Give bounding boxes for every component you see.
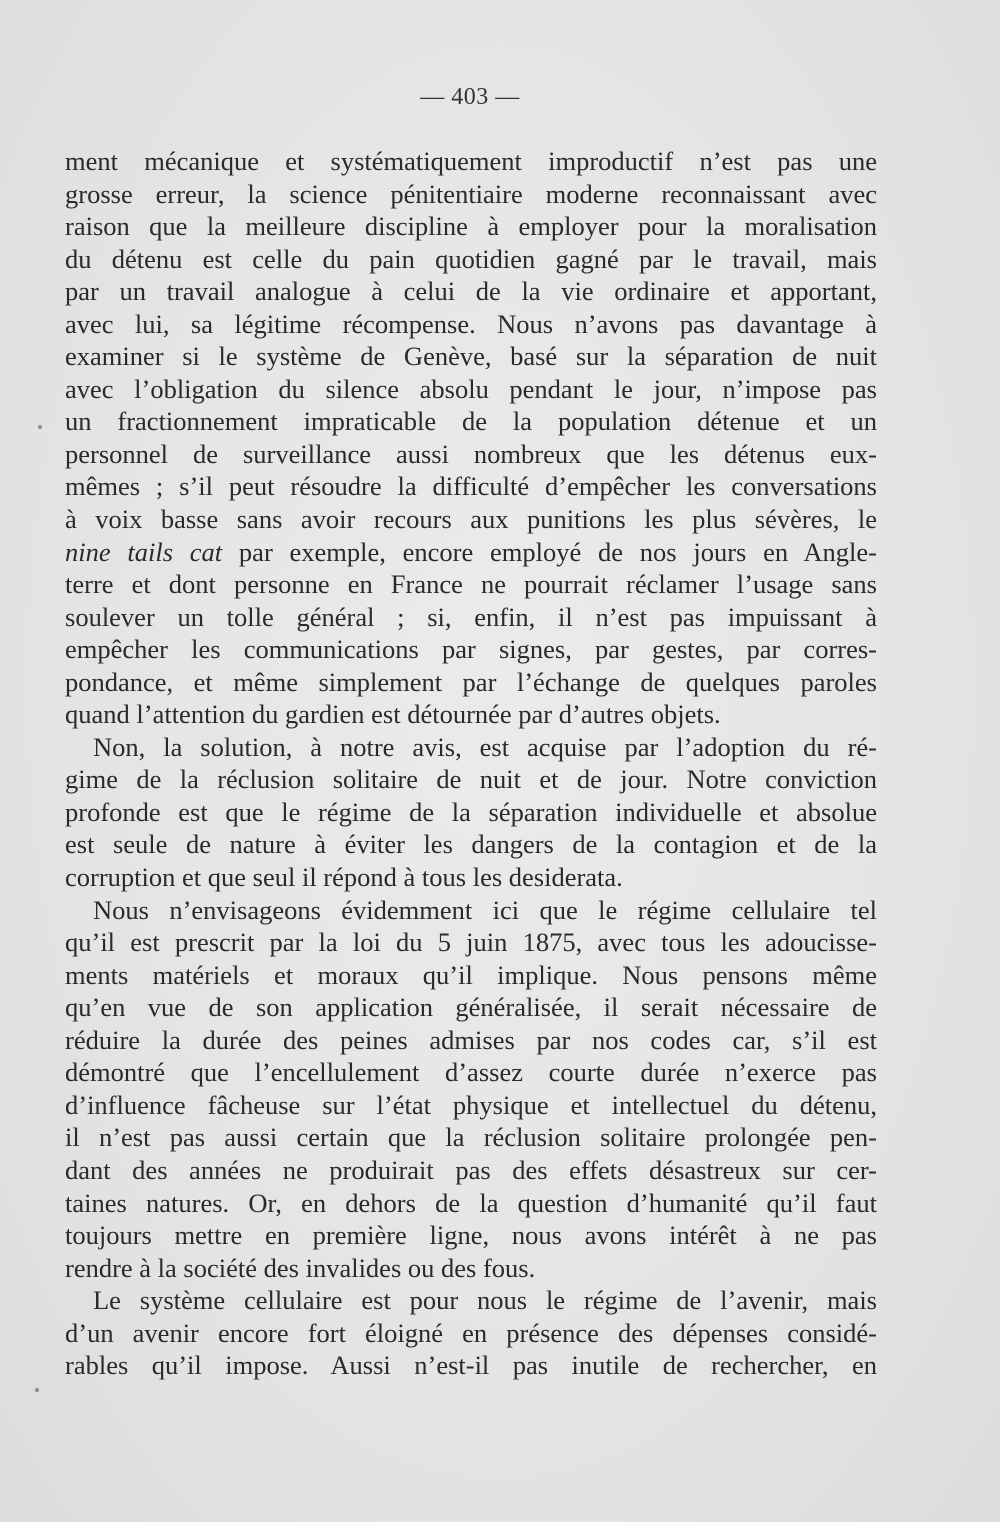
text-line (65, 1349, 877, 1382)
text-line (65, 1219, 877, 1252)
text-segment: empêcher les communications par signes, par gestes, par corres- (65, 634, 877, 665)
text-segment: un fractionnement impraticable de la population détenue et un (65, 406, 877, 437)
text-segment: profonde est que le régime de la séparation individuelle et absolue (65, 796, 877, 827)
text-line (65, 633, 877, 666)
text-segment: dant des années ne produirait pas des effets désastreux sur cer- (65, 1154, 877, 1185)
text-line (65, 340, 877, 373)
text-line (65, 698, 877, 731)
text-segment: mêmes ; s’il peut résoudre la difficulté d’empêcher les conversations (65, 471, 877, 502)
text-segment: d’influence fâcheuse sur l’état physique et intellectuel du détenu, (65, 1089, 877, 1120)
text-line (65, 210, 877, 243)
text-line (65, 275, 877, 308)
text-line (65, 1056, 877, 1089)
text-line (65, 1187, 877, 1220)
text-segment: Non, la solution, à notre avis, est acquise par l’adoption du ré- (93, 731, 877, 762)
text-segment: qu’il est prescrit par la loi du 5 juin 1875, avec tous les adoucisse- (65, 927, 877, 958)
text-line (65, 894, 877, 927)
italic-phrase: nine tails cat (65, 536, 223, 567)
text-segment: toujours mettre en première ligne, nous avons intérêt à ne pas (65, 1220, 877, 1251)
text-line (65, 731, 877, 764)
text-segment: raison que la meilleure discipline à employer pour la moralisation (65, 211, 877, 242)
text-line (65, 503, 877, 536)
text-segment: par exemple, encore employé de nos jours en Angle- (222, 536, 877, 567)
text-segment: gime de la réclusion solitaire de nuit et de jour. Notre conviction (65, 764, 877, 795)
text-segment: démontré que l’encellulement d’assez courte durée n’exerce pas (65, 1057, 877, 1088)
text-segment: soulever un tolle général ; si, enfin, il n’est pas impuissant à (65, 601, 877, 632)
text-segment: ment mécanique et systématiquement improductif n’est pas une (65, 146, 877, 176)
text-segment: quand l’attention du gardien est détournée par d’autres objets. (65, 699, 721, 730)
text-line (65, 926, 877, 959)
text-line (65, 373, 877, 406)
text-line (65, 1121, 877, 1154)
text-line (65, 308, 877, 341)
text-segment: pondance, et même simplement par l’échange de quelques paroles (65, 666, 877, 697)
text-line (65, 991, 877, 1024)
text-segment: du détenu est celle du pain quotidien gagné par le travail, mais (65, 243, 877, 274)
text-line (65, 828, 877, 861)
text-line (65, 959, 877, 992)
text-line (65, 796, 877, 829)
text-line (65, 666, 877, 699)
text-segment: par un travail analogue à celui de la vie ordinaire et apportant, (65, 276, 877, 307)
text-segment: grosse erreur, la science pénitentiaire moderne reconnaissant avec (65, 178, 877, 209)
text-line (65, 763, 877, 796)
text-line (65, 145, 877, 178)
text-segment: avec lui, sa légitime récompense. Nous n’avons pas davantage à (65, 308, 877, 339)
text-line (65, 470, 877, 503)
text-line (65, 405, 877, 438)
text-segment: à voix basse sans avoir recours aux punitions les plus sévères, le (65, 504, 877, 535)
text-line (65, 1024, 877, 1057)
text-line (65, 1154, 877, 1187)
text-segment: avec l’obligation du silence absolu pendant le jour, n’impose pas (65, 373, 877, 404)
text-segment: il n’est pas aussi certain que la réclusion solitaire prolongée pen- (65, 1122, 877, 1153)
text-line (65, 1089, 877, 1122)
body-text (65, 145, 877, 1382)
text-line (65, 438, 877, 471)
text-segment: terre et dont personne en France ne pourrait réclamer l’usage sans (65, 569, 877, 600)
paper-speck (38, 425, 42, 429)
text-segment: ments matériels et moraux qu’il implique. Nous pensons même (65, 959, 877, 990)
text-segment: taines natures. Or, en dehors de la question d’humanité qu’il faut (65, 1187, 877, 1218)
text-segment: corruption et que seul il répond à tous les desiderata. (65, 862, 623, 893)
text-line (65, 568, 877, 601)
text-line (65, 1317, 877, 1350)
text-segment: rendre à la société des invalides ou des fous. (65, 1252, 536, 1283)
text-line (65, 1284, 877, 1317)
text-segment: est seule de nature à éviter les dangers de la contagion et de la (65, 829, 877, 860)
text-line (65, 243, 877, 276)
text-segment: rables qu’il impose. Aussi n’est-il pas inutile de rechercher, en (65, 1350, 877, 1381)
paper-speck (35, 1388, 39, 1392)
text-segment: qu’en vue de son application généralisée, il serait nécessaire de (65, 992, 877, 1023)
text-segment: réduire la durée des peines admises par nos codes car, s’il est (65, 1024, 877, 1055)
text-line (65, 1252, 877, 1285)
text-line (65, 601, 877, 634)
text-line (65, 861, 877, 894)
text-line (65, 536, 877, 569)
text-segment: examiner si le système de Genève, basé sur la séparation de nuit (65, 341, 877, 372)
text-segment: Nous n’envisageons évidemment ici que le régime cellulaire tel (93, 894, 877, 925)
text-segment: d’un avenir encore fort éloigné en présence des dépenses considé- (65, 1317, 877, 1348)
text-segment: Le système cellulaire est pour nous le régime de l’avenir, mais (93, 1285, 877, 1316)
page-number: — 403 — (420, 84, 520, 110)
text-line (65, 178, 877, 211)
text-segment: personnel de surveillance aussi nombreux que les détenus eux- (65, 438, 877, 469)
